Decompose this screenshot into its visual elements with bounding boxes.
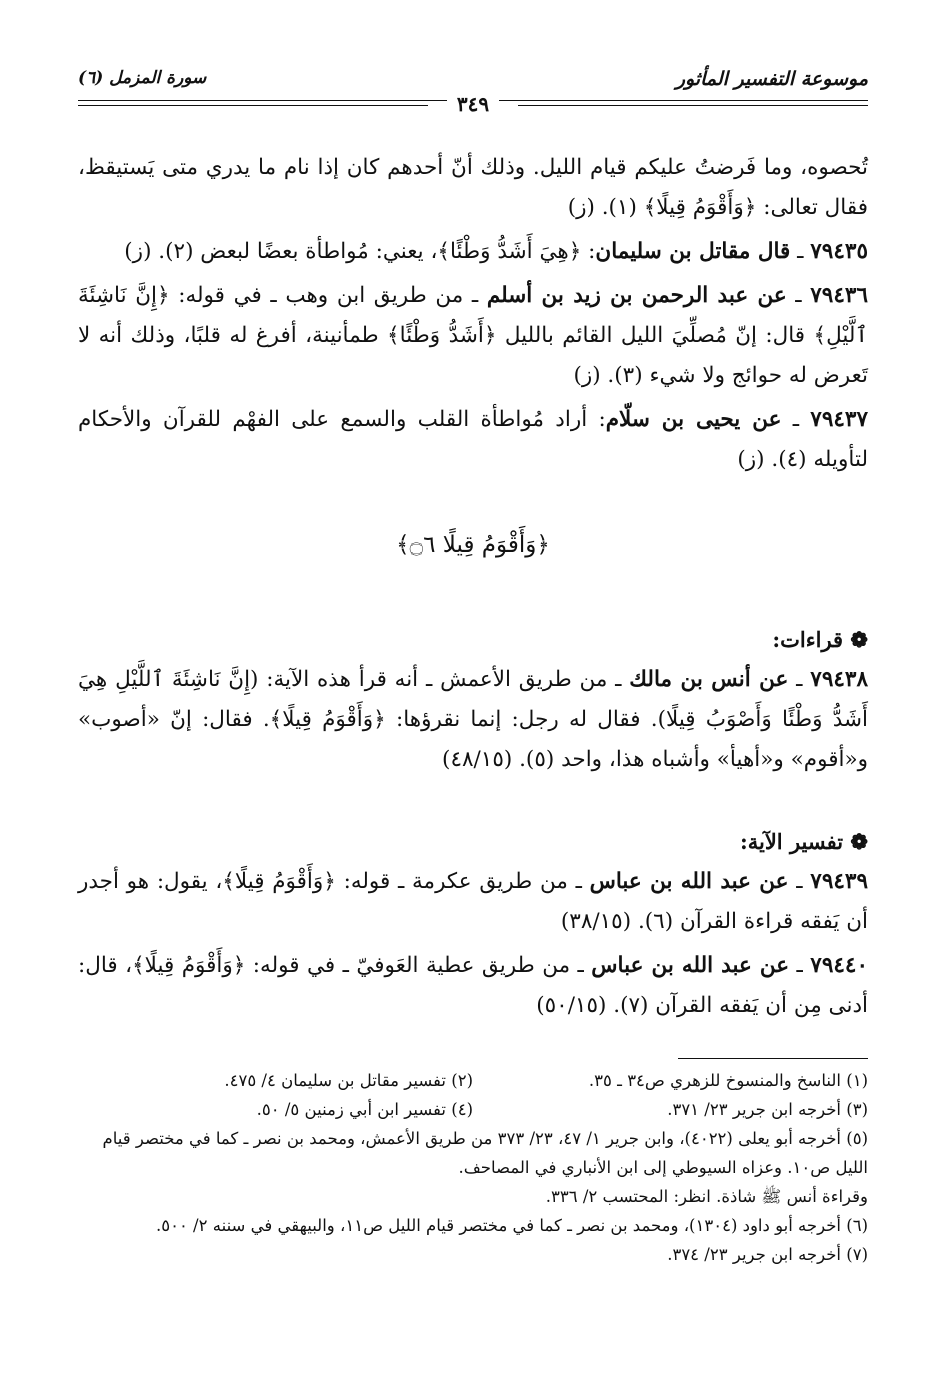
paragraph: تُحصوه، وما فَرضتُ عليكم قيام الليل. وذلك أنّ أحدهم كان إذا نام ما يدري متى يَستيقظ، فقال تعالى: ﴿وَأَقْوَمُ قِيلًا﴾ (١). (ز) xyxy=(78,155,868,220)
narration-number: ٧٩٤٣٩ xyxy=(810,869,869,894)
paragraph: ٧٩٤٣٦ ـ عن عبد الرحمن بن زيد بن أسلم ـ من طريق ابن وهب ـ في قوله: ﴿إِنَّ نَاشِئَةَ ٱلَّيْلِ﴾ قال: إنّ مُصلِّيَ الليل القائم بالليل ﴿أَشَدُّ وَطْئًا﴾ طمأنينة، أفرغ له قلبًا، وذلك أنه لا تَعرض له حوائج ولا شيء (٣). (ز) xyxy=(78,283,868,388)
paragraph: ٧٩٤٣٥ ـ قال مقاتل بن سليمان: ﴿هِيَ أَشَدُّ وَطْئًا﴾، يعني: مُواطأة بعضًا لبعض (٢). (ز) xyxy=(124,239,868,264)
footnote: وقراءة أنس ﷺ شاذة. انظر: المحتسب ٢/ ٣٣٦. xyxy=(545,1187,868,1206)
narrator: عن عبد الرحمن بن زيد بن أسلم xyxy=(486,283,787,308)
narration-number: ٧٩٤٣٥ xyxy=(810,239,868,264)
narrator: عن عبد الله بن عباس xyxy=(589,869,789,894)
book-title: موسوعة التفسير المأثور xyxy=(675,68,868,90)
footnote-row xyxy=(78,1066,868,1095)
narrator: عن يحيى بن سلّام xyxy=(605,407,782,432)
ayah-heading: ﴿وَأَقْوَمُ قِيلًا ۝٦﴾ xyxy=(396,532,550,558)
narrator: عن عبد الله بن عباس xyxy=(591,953,790,978)
paragraph: ٧٩٤٣٧ ـ عن يحيى بن سلّام: أراد مُواطأة القلب والسمع على الفهْم للقرآن والأحكام لتأويله (٤). (ز) xyxy=(78,407,869,472)
narration-text: : ﴿هِيَ أَشَدُّ وَطْئًا﴾، يعني: مُواطأة بعضًا لبعض (٢). (ز) xyxy=(124,239,596,264)
tafsir-section xyxy=(78,822,868,1026)
paragraph: ٧٩٤٤٠ ـ عن عبد الله بن عباس ـ من طريق عطية العَوفيّ ـ في قوله: ﴿وَأَقْوَمُ قِيلًا﴾، قال: أدنى مِن أن يَفقه القرآن (٧). (٥٠/١٥) xyxy=(78,953,869,1018)
footnote-row xyxy=(78,1095,868,1124)
main-text xyxy=(78,148,868,480)
section-title: ❁ قراءات: xyxy=(772,627,868,652)
footnote: (٣) أخرجه ابن جرير ٢٣/ ٣٧١. xyxy=(667,1100,868,1119)
narration-number: ٧٩٤٤٠ xyxy=(810,953,869,978)
footnote: (٢) تفسير مقاتل بن سليمان ٤/ ٤٧٥. xyxy=(224,1071,473,1090)
footnotes xyxy=(78,1066,868,1269)
narrator: عن أنس بن مالك xyxy=(629,667,789,692)
narrator: قال مقاتل بن سليمان xyxy=(595,239,791,264)
page-number: ٣٤٩ xyxy=(0,92,946,116)
footnote: (٤) تفسير ابن أبي زمنين ٥/ ٥٠. xyxy=(256,1100,473,1119)
narration-number: ٧٩٤٣٦ xyxy=(810,283,868,308)
paragraph: ٧٩٤٣٨ ـ عن أنس بن مالك ـ من طريق الأعمش ـ أنه قرأ هذه الآية: (إِنَّ نَاشِئَةَ ٱللَّيْلِ هِيَ أَشَدُّ وَطْئًا وَأَصْوَبُ قِيلًا). فقال له رجل: إنما نقرؤها: ﴿وَأَقْوَمُ قِيلًا﴾. فقال: إنّ «أصوب» و«أقوم» و«أهيأ» وأشباه هذا، واحد (٥). (٤٨/١٥) xyxy=(78,667,869,772)
readings-section xyxy=(78,620,868,780)
section-title: ❁ تفسير الآية: xyxy=(739,829,868,854)
narration-text: ـ من طريق ابن وهب ـ في قوله: ﴿إِنَّ نَاشِئَةَ ٱلَّيْلِ﴾ قال: إنّ مُصلِّيَ الليل القائم بالليل ﴿أَشَدُّ وَطْئًا﴾ طمأنينة، أفرغ له قلبًا، وذلك أنه لا تَعرض له حوائج ولا شيء (٣). (ز) xyxy=(78,283,868,388)
footnote-rule xyxy=(678,1058,868,1059)
narration-text: ـ من طريق عطية العَوفيّ ـ في قوله: ﴿وَأَقْوَمُ قِيلًا﴾، قال: أدنى مِن أن يَفقه القرآن (٧). (٥٠/١٥) xyxy=(78,953,868,1018)
narration-text: : أراد مُواطأة القلب والسمع على الفهْم للقرآن والأحكام لتأويله (٤). (ز) xyxy=(78,407,868,472)
surah-label: سورة المزمل (٦) xyxy=(78,68,207,88)
footnote: (٦) أخرجه أبو داود (١٣٠٤)، ومحمد بن نصر ـ كما في مختصر قيام الليل ص١١، والبيهقي في سننه ٢/ ٥٠٠. xyxy=(155,1216,868,1235)
narration-text: ـ من طريق عكرمة ـ قوله: ﴿وَأَقْوَمُ قِيلًا﴾، يقول: هو أجدر أن يَفقه قراءة القرآن (٦). (٣٨/١٥) xyxy=(78,869,868,934)
footnote: (١) الناسخ والمنسوخ للزهري ص٣٤ ـ ٣٥. xyxy=(588,1071,868,1090)
footnote: (٧) أخرجه ابن جرير ٢٣/ ٣٧٤. xyxy=(667,1245,868,1264)
paragraph: ٧٩٤٣٩ ـ عن عبد الله بن عباس ـ من طريق عكرمة ـ قوله: ﴿وَأَقْوَمُ قِيلًا﴾، يقول: هو أجدر أن يَفقه قراءة القرآن (٦). (٣٨/١٥) xyxy=(78,869,869,934)
footnote: (٥) أخرجه أبو يعلى (٤٠٢٢)، وابن جرير ١/ ٤٧، ٢٣/ ٣٧٣ من طريق الأعمش، ومحمد بن نصر ـ كما في مختصر قيام الليل ص١٠. وعزاه السيوطي إلى ابن الأنباري في المصاحف. xyxy=(102,1129,868,1177)
narration-text: ـ من طريق الأعمش ـ أنه قرأ هذه الآية: (إِنَّ نَاشِئَةَ ٱللَّيْلِ هِيَ أَشَدُّ وَطْئًا وَأَصْوَبُ قِيلًا). فقال له رجل: إنما نقرؤها: ﴿وَأَقْوَمُ قِيلًا﴾. فقال: إنّ «أصوب» و«أقوم» و«أهيأ» وأشباه هذا، واحد (٥). (٤٨/١٥) xyxy=(78,667,868,772)
narration-number: ٧٩٤٣٧ xyxy=(810,407,869,432)
narration-number: ٧٩٤٣٨ xyxy=(810,667,869,692)
